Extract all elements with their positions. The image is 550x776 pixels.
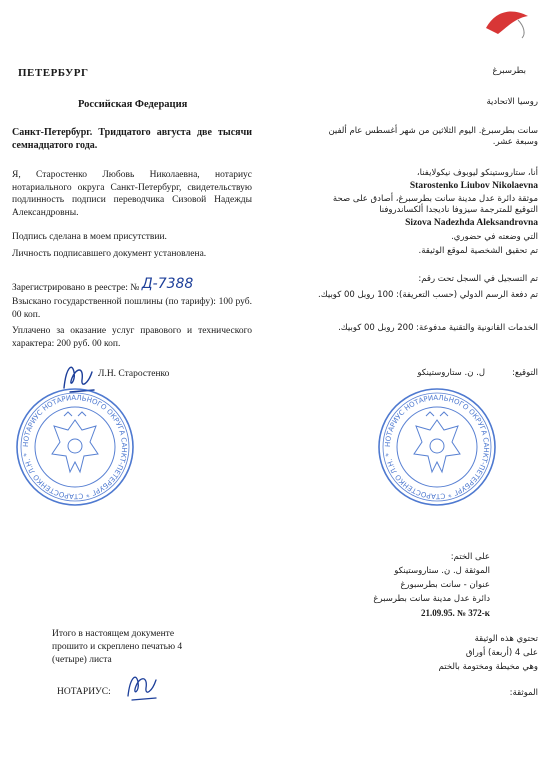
date-line: Санкт-Петербург. Тридцатого августа две тысячи семнадцатого года. — [12, 127, 252, 152]
arabic-seal-1: الموثقة ل. ن. ستاروستينكو — [394, 566, 490, 576]
identity-text: Личность подписавшего документ установлена. — [12, 249, 207, 259]
arabic-services: الخدمات القانونية والتقنية مدفوعة: 200 روبل 00 كوبيك. — [338, 323, 538, 333]
services-paid-text: Уплачено за оказание услуг правового и технического характера: 200 руб. 00 коп. — [12, 326, 252, 349]
notary-seal — [14, 386, 136, 508]
arabic-signature-label: التوقيع: — [512, 368, 538, 378]
arabic-seal-3: دائرة عدل مدينة سانت بطرسبرغ — [373, 594, 490, 604]
signed-presence-text: Подпись сделана в моем присутствии. — [12, 232, 167, 242]
signer-name: Л.Н. Старостенко — [98, 369, 170, 379]
arabic-contains-3: وهي مخيطة ومختومة بالختم — [438, 662, 538, 672]
arabic-identity: تم تحقيق الشخصية لموقع الوثيقة. — [418, 246, 538, 256]
registry-number-handwritten: Д-7388 — [141, 276, 194, 292]
arabic-federation: روسيا الاتحادية — [486, 97, 538, 107]
arabic-signed-presence: التي وضعته في حضوري. — [451, 232, 538, 242]
registry-line — [12, 277, 193, 295]
arabic-signature-line — [417, 368, 538, 379]
city-header: ПЕТЕРБУРГ — [18, 67, 89, 79]
registry-label: Зарегистрировано в реестре: № — [12, 283, 140, 293]
arabic-name-latin-2: Sizova Nadezhda Aleksandrovna — [405, 218, 538, 228]
arabic-seal-label: على الختم: — [450, 552, 490, 562]
arabic-date-line: سانت بطرسبرغ. اليوم الثلاثين من شهر أغسطس عام ألفين وسبعة عشر. — [328, 126, 538, 148]
arabic-contains-2: على 4 (أربعة) أوراق — [465, 648, 538, 658]
notary-signature-bottom — [122, 668, 162, 704]
seal-copy-ring-text: НОТАРИУС НОТАРИАЛЬНОГО ОКРУГА САНКТ-ПЕТЕРБУРГ * СТАРОСТЕНКО Л.Н. * — [383, 393, 491, 501]
federation-title: Российская Федерация — [78, 99, 188, 110]
notary-label: НОТАРИУС: — [57, 687, 111, 697]
svg-text:НОТАРИУС НОТАРИАЛЬНОГО ОКРУГА — [22, 394, 128, 500]
notary-seal-copy — [376, 386, 498, 508]
bound-pages-note: Итого в настоящем документе прошито и скреплено печатью 4 (четыре) листа — [52, 629, 183, 665]
arabic-notary: الموثقة: — [509, 688, 538, 698]
arabic-registry: تم التسجيل في السجل تحت رقم: — [418, 274, 538, 284]
arabic-duty: تم دفعة الرسم الدولي (حسب التعريفة): 100 روبل 00 كوبيك. — [318, 290, 538, 300]
arabic-signer: ل. ن. ستاروستينكو — [417, 368, 486, 378]
arabic-seal-2: عنوان - سانت بطرسبورغ — [400, 580, 490, 590]
arabic-certification-2: موثقة دائرة عدل مدينة سانت بطرسبرغ، أصادق على صحة التوقيع للمترجمة سيزوفا ناديجدا ألكساندروفنا — [332, 194, 538, 216]
state-duty-text: Взыскано государственной пошлины (по тарифу): 100 руб. 00 коп. — [12, 297, 252, 320]
corner-red-mark — [478, 6, 538, 40]
arabic-name-latin-1: Starostenko Liubov Nikolaevna — [409, 181, 538, 191]
svg-text:НОТАРИУС НОТАРИАЛЬНОГО ОКРУГА — [384, 394, 490, 500]
arabic-contains-1: تحتوي هذه الوثيقة — [474, 634, 538, 644]
certification-text: Я, Старостенко Любовь Николаевна, нотариус нотариального округа Санкт-Петербург, свидетельствую подлинность подписи переводчика Сизовой Надежды Александровны. — [12, 170, 252, 218]
arabic-seal-4: 21.09.95. № 372-к — [421, 608, 490, 618]
arabic-certification-1: أنا، ستاروستينكو ليوبوف نيكولايفنا، — [416, 168, 538, 178]
arabic-city: بطرسبرغ — [492, 66, 526, 76]
seal-ring-text: НОТАРИУС НОТАРИАЛЬНОГО ОКРУГА САНКТ-ПЕТЕРБУРГ * СТАРОСТЕНКО Л.Н. * — [21, 393, 129, 501]
